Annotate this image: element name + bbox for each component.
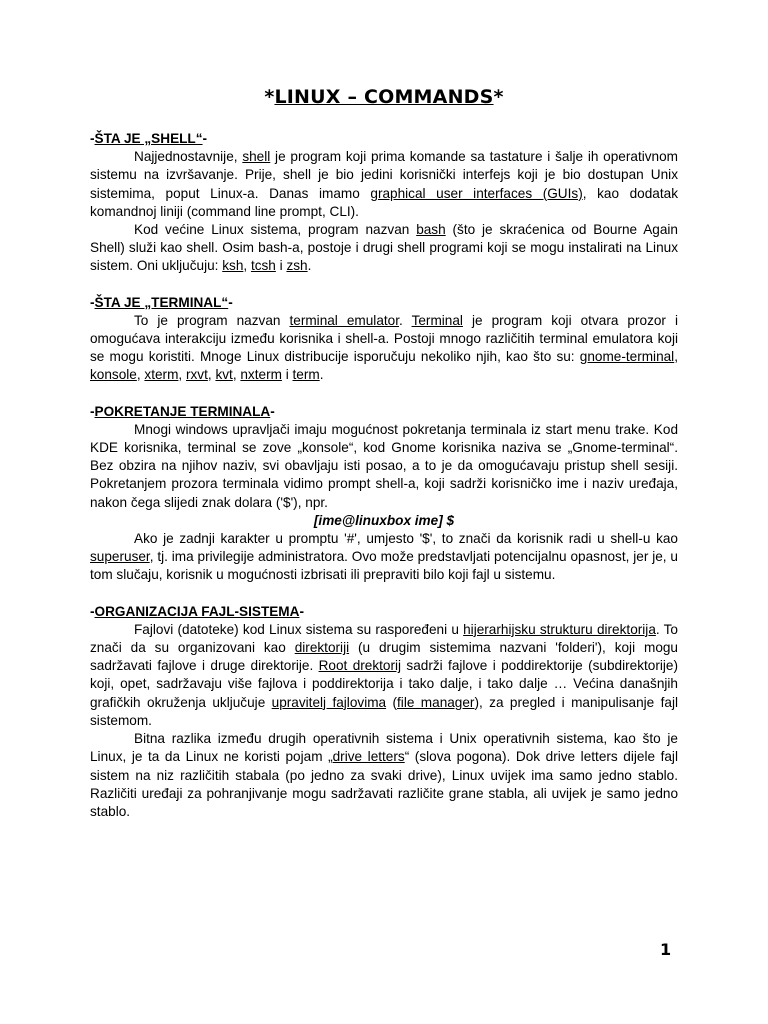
heading-dash: -: [90, 603, 95, 619]
text: Fajlovi (datoteke) kod Linux sistema su raspoređeni u: [134, 621, 464, 637]
link-konsole[interactable]: konsole: [90, 367, 137, 383]
paragraph: [90, 148, 678, 221]
text: To je program nazvan: [134, 312, 290, 328]
heading-text: POKRETANJE TERMINALA: [94, 403, 271, 419]
heading-text: ŠTA JE „TERMINAL“: [94, 294, 229, 310]
spacer: [90, 385, 678, 403]
link-bash[interactable]: bash: [416, 222, 446, 238]
text: (: [386, 694, 398, 710]
page-title: [0, 86, 768, 108]
paragraph: [90, 530, 678, 585]
text: ,: [136, 367, 145, 383]
section-heading-terminal: [90, 294, 678, 312]
text: .: [399, 312, 412, 328]
text: Kod većine Linux sistema, program nazvan: [134, 222, 417, 238]
text: Ako je zadnji karakter u promptu '#', umjesto '$', to znači da korisnik radi u shell-u kao: [134, 531, 678, 547]
link-shell[interactable]: shell: [242, 149, 271, 165]
text: je program koji otvara prozor i omogućava interakciju između korisnika i shell-a. Postoji mnogo različitih terminal emulatora koji se mogu koristiti. Mnoge Linux distribucije isporučuju nekoliko njih, kao što su:: [90, 312, 679, 365]
link-terminal-emulator[interactable]: terminal emulator: [289, 312, 399, 328]
text: sadrži fajlove i poddirektorije (subdirektorije) koji, opet, sadržavaju više fajlova i poddirektorija i tako dalje, i tako dalje … Većina današnjih grafičkih okruženja uključuje: [90, 658, 678, 710]
text: i: [275, 258, 287, 274]
text: , tj. ima privilegije administratora. Ovo može predstavljati potencijalnu opasnost, jer je, u tom slučaju, korisnik u mogućnosti izbrisati ili prepraviti bilo koji fajl u sistemu.: [90, 549, 678, 583]
link-root-directory[interactable]: Root drektorij: [318, 658, 402, 674]
paragraph: [90, 621, 678, 730]
text: je program koji prima komande sa tastature i šalje ih operativnom sistemu na izvršavanje. Prije, shell je bio jedini korisnički interfejs koji je bio dostupan Unix sistemima, poput Linux-a. Danas imamo: [90, 149, 678, 201]
paragraph: Mnogi windows upravljači imaju mogućnost pokretanja terminala iz start menu trake. Kod KDE korisnika, terminal se zove „konsole“, kod Gnome korisnika naziva se „Gnome-terminal“. Bez obzira na njihov naziv, svi obavljaju isti posao, a to je da omogućavaju pristup shell sesiji. Pokretanjem prozora terminala vidimo prompt shell-a, koji sadrži korisničko ime i naziv uređaja, nakon čega slijedi znak dolara ('$'), npr.: [90, 421, 678, 510]
link-zsh[interactable]: zsh: [286, 258, 308, 274]
link-upravitelj-fajlovima[interactable]: upravitelj fajlovima: [271, 694, 387, 710]
title-suffix: *: [493, 86, 504, 108]
heading-dash: -: [90, 131, 95, 146]
text: , kao dodatak komandnoj liniji (command line prompt, CLI).: [90, 185, 678, 219]
paragraph: [90, 221, 678, 276]
heading-dash: -: [90, 403, 95, 419]
link-xterm[interactable]: xterm: [144, 367, 179, 383]
text: i: [281, 367, 293, 383]
text: ,: [207, 367, 216, 383]
heading-dash: -: [228, 294, 233, 310]
text: (što je skraćenica od Bourne Again Shell) služi kao shell. Osim bash-a, postoje i drugi shell programi koji se mogu instalirati na Linux sistem. Oni uključuju:: [90, 222, 678, 274]
title-prefix: *: [264, 86, 275, 108]
link-gui[interactable]: graphical user interfaces (GUIs): [370, 185, 583, 201]
link-rxvt[interactable]: rxvt: [185, 367, 208, 383]
link-file-manager[interactable]: file manager: [397, 694, 475, 710]
section-heading-pokretanje: [90, 403, 678, 421]
link-hierarchy[interactable]: hijerarhijsku strukturu direktorija: [463, 621, 656, 637]
text: ,: [178, 367, 186, 383]
section-heading-shell: [90, 130, 678, 148]
link-nxterm[interactable]: nxterm: [240, 367, 282, 383]
heading-dash: -: [90, 294, 95, 310]
link-tcsh[interactable]: tcsh: [250, 258, 276, 274]
text: “ (slova pogona). Dok drive letters dijele fajl sistem na niz različitih stabala (po jedno za svaki drive), Linux uvijek ima samo jedno stablo. Različiti uređaji za pohranjivanje mogu sadržavati različite grane stabla, ali uvijek je samo jedno stablo.: [90, 749, 678, 819]
text: Najjednostavnije,: [134, 149, 243, 165]
heading-dash: -: [202, 131, 208, 146]
title-main: LINUX – COMMANDS: [274, 86, 494, 108]
link-kvt[interactable]: kvt: [215, 367, 233, 383]
link-drive-letters[interactable]: drive letters: [332, 749, 405, 765]
text: ,: [243, 258, 251, 274]
document-body: [90, 130, 678, 821]
link-ksh[interactable]: ksh: [222, 258, 244, 274]
link-superuser[interactable]: superuser: [90, 549, 150, 565]
paragraph: [90, 730, 678, 821]
paragraph: [90, 312, 678, 385]
text: Bitna razlika između drugih operativnih sistema i Unix operativnih sistema, kao što je Linux, je ta da Linux ne koristi pojam „: [90, 731, 678, 765]
link-terminal[interactable]: Terminal: [411, 312, 463, 328]
spacer: [90, 585, 678, 603]
text: .: [319, 367, 324, 383]
link-direktoriji[interactable]: direktoriji: [294, 640, 350, 656]
heading-text: ŠTA JE „SHELL“: [94, 131, 203, 146]
link-gnome-terminal[interactable]: gnome-terminal: [579, 349, 675, 365]
prompt-example: [ime@linuxbox ime] $: [313, 512, 455, 528]
text: .: [307, 258, 312, 274]
heading-text: ORGANIZACIJA FAJL-SISTEMA: [94, 603, 300, 619]
heading-dash: -: [270, 403, 275, 419]
section-heading-organizacija: [90, 603, 678, 621]
text: ,: [674, 349, 678, 365]
heading-dash: -: [299, 603, 304, 619]
text: (u drugim sistemima nazvani 'folderi'), koji mogu sadržavati fajlove i druge direktorije.: [90, 640, 678, 674]
text: ,: [232, 367, 241, 383]
text: . To znači da su organizovani kao: [90, 621, 678, 656]
page-number: 1: [660, 940, 672, 959]
link-term[interactable]: term: [292, 367, 320, 383]
text: ), za pregled i manipulisanje fajl sistemom.: [90, 694, 678, 728]
spacer: [90, 276, 678, 294]
